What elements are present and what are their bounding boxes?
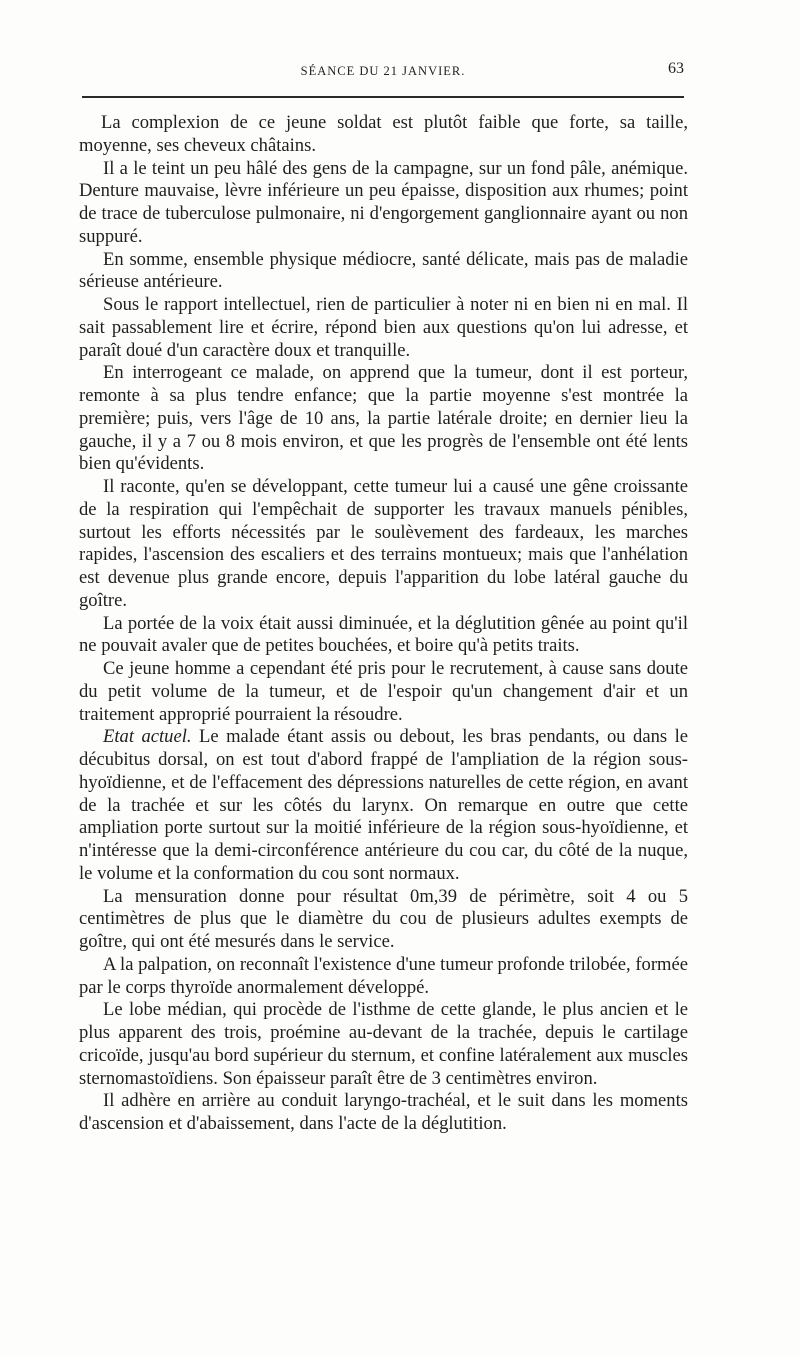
paragraph: En somme, ensemble physique médiocre, santé délicate, mais pas de maladie sérieuse antérieure. <box>79 248 688 293</box>
paragraph: Le lobe médian, qui procède de l'isthme de cette glande, le plus ancien et le plus apparent des trois, proémine au-devant de la trachée, depuis le cartilage cricoïde, jusqu'au bord supérieur du sternum, et confine latéralement aux muscles sternomastoïdiens. Son épaisseur paraît être de 3 centimètres environ. <box>79 999 688 1089</box>
body-text <box>79 112 688 1136</box>
paragraph-etat-actuel <box>79 726 688 885</box>
paragraph: Il adhère en arrière au conduit laryngo-trachéal, et le suit dans les moments d'ascension et d'abaissement, dans l'acte de la déglutition. <box>79 1090 688 1134</box>
paragraph: Il a le teint un peu hâlé des gens de la campagne, sur un fond pâle, anémique. Denture mauvaise, lèvre inférieure un peu épaisse, disposition aux rhumes; point de trace de tuberculose pulmonaire, ni d'engorgement ganglionnaire ayant ou non suppuré. <box>79 157 688 247</box>
paragraph: Sous le rapport intellectuel, rien de particulier à noter ni en bien ni en mal. Il sait passablement lire et écrire, répond bien aux questions qu'on lui adresse, et paraît doué d'un caractère doux et tranquille. <box>79 294 688 361</box>
paragraph: A la palpation, on reconnaît l'existence d'une tumeur profonde trilobée, formée par le corps thyroïde anormalement développé. <box>79 953 688 998</box>
page-number: 63 <box>668 60 684 77</box>
paragraph: Ce jeune homme a cependant été pris pour le recrutement, à cause sans doute du petit volume de la tumeur, et de l'espoir qu'un changement d'air et un traitement approprié pourraient la résoudre. <box>79 658 688 725</box>
paragraph: La mensuration donne pour résultat 0m,39 de périmètre, soit 4 ou 5 centimètres de plus que le diamètre du cou de plusieurs adultes exempts de goître, qui ont été mesurés dans le service. <box>79 885 688 952</box>
paragraph: La portée de la voix était aussi diminuée, et la déglutition gênée au point qu'il ne pouvait avaler que de petites bouchées, et boire qu'à petits traits. <box>79 612 688 657</box>
paragraph: Il raconte, qu'en se développant, cette tumeur lui a causé une gêne croissante de la respiration qui l'empêchait de supporter les travaux manuels pénibles, surtout les efforts nécessités par le soulèvement des fardeaux, les marches rapides, l'ascension des escaliers et des terrains montueux; mais que l'anhélation est devenue plus grande encore, depuis l'apparition du lobe latéral gauche du goître. <box>79 476 688 611</box>
paragraph-body: Le malade étant assis ou debout, les bras pendants, ou dans le décubitus dorsal, on est tout d'abord frappé de l'ampliation de la région sous-hyoïdienne, et de l'effacement des dépressions naturelles de cette région, en avant de la trachée et sur les côtés du larynx. On remarque en outre que cette ampliation porte surtout sur la moitié inférieure de la région sous-hyoïdienne, et n'intéresse que la demi-circonférence antérieure du cou car, du côté de la nuque, le volume et la conformation du cou sont normaux. <box>79 726 689 884</box>
paragraph: En interrogeant ce malade, on apprend que la tumeur, dont il est porteur, remonte à sa plus tendre enfance; que la partie moyenne s'est montrée la première; puis, vers l'âge de 10 ans, la partie latérale droite; en dernier lieu la gauche, il y a 7 ou 8 mois environ, et que les progrès de l'ensemble ont été lents bien qu'évidents. <box>79 362 688 475</box>
page-header <box>82 58 684 88</box>
paragraph: La complexion de ce jeune soldat est plutôt faible que forte, sa taille, moyenne, ses cheveux châtains. <box>79 112 688 156</box>
header-rule <box>82 96 684 98</box>
running-head: SÉANCE DU 21 JANVIER. <box>300 64 466 78</box>
section-lead: Etat actuel. <box>103 726 192 748</box>
